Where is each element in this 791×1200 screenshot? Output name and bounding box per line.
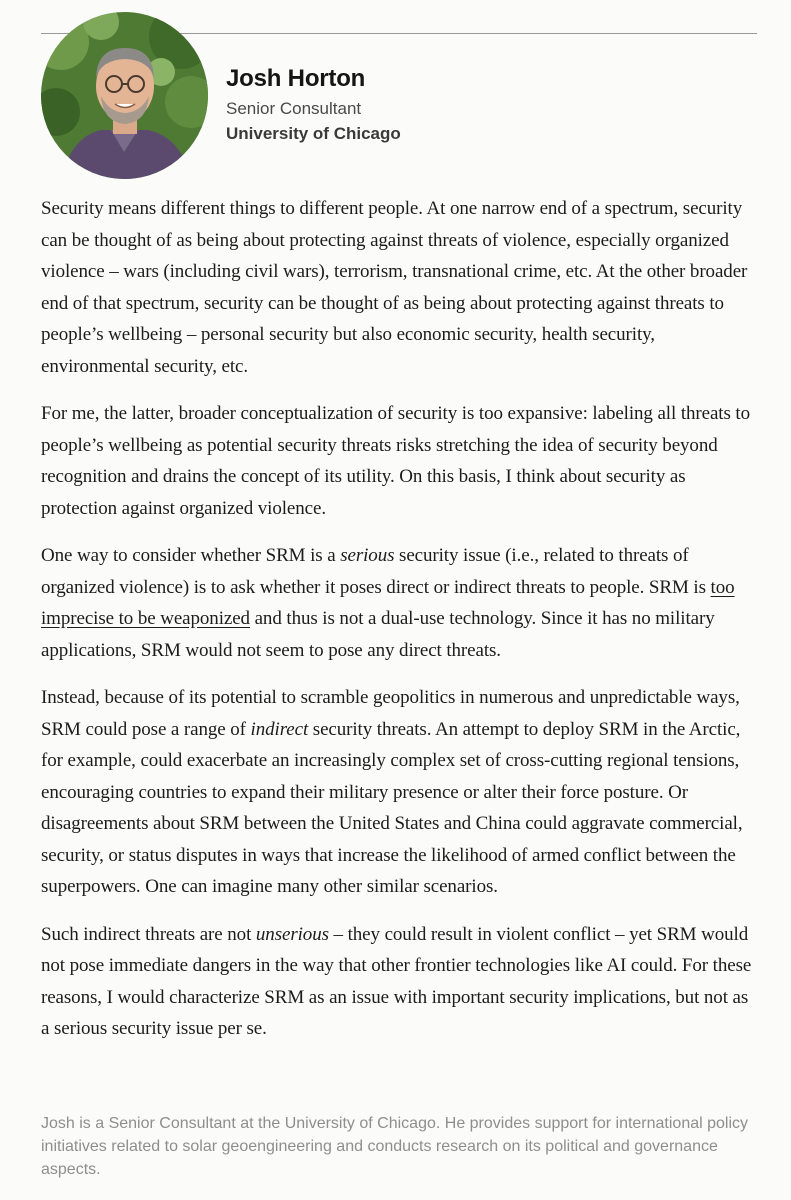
paragraph-2: For me, the latter, broader conceptualization of security is too expansive: labeling all threats to people’s wellbeing as potential security threats risks stretching the idea of security beyond recognition and drains the concept of its utility. On this basis, I think about security as protection against organized violence. (41, 403, 750, 519)
author-name: Josh Horton (226, 65, 366, 92)
weaponized-link[interactable]: too imprecise to be weaponized (41, 576, 735, 629)
paragraph-3: One way to consider whether SRM is a serious security issue (i.e., related to threats of organized violence) is to ask whether it poses direct or indirect threats to people. SRM is too imprecise to be weaponized and thus is not a dual-use technology. Since it has no military applications, SRM would not seem to pose any direct threats. (41, 545, 735, 661)
emphasis-serious: serious (340, 545, 395, 566)
author-photo (41, 12, 208, 179)
article-body (41, 193, 757, 1061)
author-role: Senior Consultant (226, 99, 362, 118)
paragraph-1: Security means different things to different people. At one narrow end of a spectrum, security can be thought of as being about protecting against threats of violence, especially organized violence – wars (including civil wars), terrorism, transnational crime, etc. At the other broader end of that spectrum, security can be thought of as being about protecting against threats to people’s wellbeing – personal security but also economic security, health security, environmental security, etc. (41, 198, 748, 377)
author-header (226, 64, 401, 145)
author-bio: Josh is a Senior Consultant at the University of Chicago. He provides support for international policy initiatives related to solar geoengineering and conducts research on its political and governance aspects. (41, 1115, 749, 1178)
paragraph-4: Instead, because of its potential to scramble geopolitics in numerous and unpredictable ways, SRM could pose a range of indirect security threats. An attempt to deploy SRM in the Arctic, for example, could exacerbate an increasingly complex set of cross-cutting regional tensions, encouraging countries to expand their military presence or alter their force posture. Or disagreements about SRM between the United States and China could aggravate commercial, security, or status disputes in ways that increase the likelihood of armed conflict between the superpowers. One can imagine many other similar scenarios. (41, 687, 743, 897)
paragraph-5: Such indirect threats are not unserious – they could result in violent conflict – yet SRM would not pose immediate dangers in the way that other frontier technologies like AI could. For these reasons, I would characterize SRM as an issue with important security implications, but not as a serious security issue per se. (41, 923, 752, 1039)
emphasis-indirect: indirect (250, 718, 309, 740)
author-avatar (41, 12, 208, 179)
author-organization: University of Chicago (226, 124, 401, 143)
emphasis-unserious: unserious (255, 923, 329, 945)
